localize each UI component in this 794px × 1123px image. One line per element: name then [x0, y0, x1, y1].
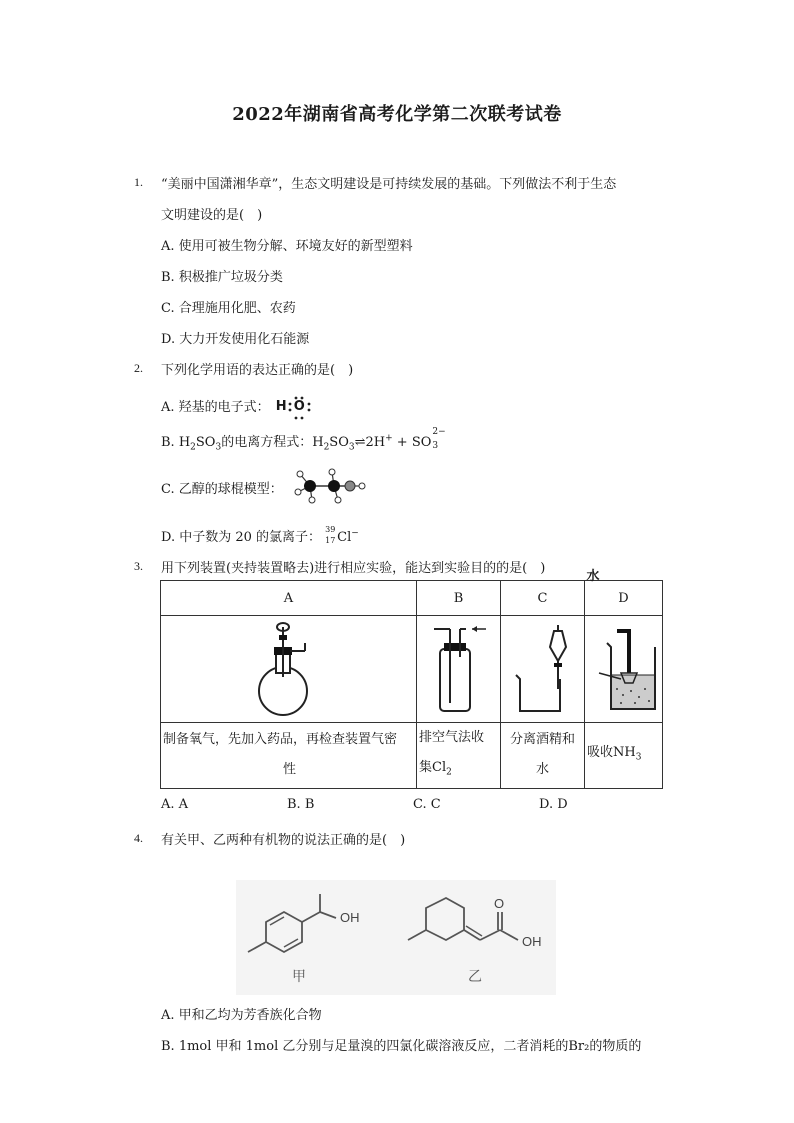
- question-3-choice-d: D. D: [539, 797, 568, 812]
- apparatus-c-cell: [501, 616, 585, 723]
- option-b-eq-h: H: [312, 435, 324, 450]
- isotope-symbol: Cl: [337, 530, 352, 545]
- label-yi: 乙: [468, 969, 482, 985]
- option-b-eq-so: SO: [329, 435, 349, 450]
- question-number-4: 4.: [134, 831, 143, 845]
- round-bottom-flask-funnel-icon: [255, 617, 375, 717]
- isotope-charge: −: [351, 528, 359, 539]
- question-number-3: 3.: [134, 559, 143, 573]
- apparatus-d-cell: [585, 569, 663, 723]
- question-4-option-a: A. 甲和乙均为芳香族化合物: [161, 1008, 322, 1023]
- apparatus-c-description: [501, 723, 585, 789]
- table-header-a: A: [161, 581, 417, 616]
- table-header-d: D: [585, 581, 663, 616]
- label-jia: 甲: [292, 969, 306, 985]
- hydroxyl-electron-formula: [274, 399, 320, 417]
- option-b-h: B. H: [161, 435, 191, 450]
- question-2-option-a: [161, 396, 320, 417]
- question-1-stem-line2: 文明建设的是( ): [161, 208, 263, 223]
- apparatus-d-description: 吸收$NH_3$: [585, 723, 663, 789]
- oh-label-jia: OH: [340, 910, 360, 925]
- question-2-option-d-text: D. 中子数为 20 的氯离子：: [161, 530, 322, 545]
- apparatus-b-cell: [417, 616, 501, 723]
- electron-formula-o: O: [293, 398, 305, 414]
- question-2-option-a-text: A. 羟基的电子式：: [161, 400, 270, 415]
- apparatus-d-desc: 吸收NH: [587, 745, 636, 760]
- organic-structures-icon: [236, 880, 556, 995]
- option-b-so: SO: [195, 435, 216, 450]
- question-3-choice-b: B. B: [287, 797, 315, 812]
- question-2-stem: 下列化学用语的表达正确的是( ): [161, 363, 354, 378]
- page-title: 2022年湖南省高考化学第二次联考试卷: [232, 104, 562, 125]
- apparatus-a-desc-line2: 性: [282, 762, 296, 778]
- isotope-atomic-number: 17: [325, 535, 336, 545]
- apparatus-c-desc-line1: 分离酒精和: [509, 732, 575, 748]
- apparatus-a-description: [161, 723, 417, 789]
- question-1-option-c: C. 合理施用化肥、农药: [161, 301, 296, 316]
- apparatus-b-desc-line2: 集Cl: [419, 760, 447, 775]
- question-1-stem-line1: “美丽中国潇湘华章”，生态文明建设是可持续发展的基础。下列做法不利于生态: [161, 177, 617, 192]
- question-2-option-c: [161, 478, 283, 497]
- question-number-2: 2.: [134, 361, 143, 375]
- apparatus-table: [160, 569, 663, 789]
- question-1-option-a: A. 使用可被生物分解、环境友好的新型塑料: [161, 239, 413, 254]
- question-2-option-c-text: C. 乙醇的球棍模型：: [161, 482, 283, 497]
- separatory-funnel-beaker-icon: [508, 617, 578, 717]
- apparatus-b-description: 排空气法收 集$Cl_2$: [417, 723, 501, 789]
- option-b-text: 的电离方程式：: [221, 435, 313, 450]
- question-2-option-b: B. $H_2SO_3$的电离方程式：$H_2SO_3\rightleftharpoons 2H^+$ + SO 2− 3: [161, 427, 446, 453]
- question-number-1: 1.: [134, 175, 143, 189]
- question-3-choice-a: A. A: [161, 797, 189, 812]
- question-3-stem: 用下列装置(夹持装置略去)进行相应实验，能达到实验目的的是( ): [161, 561, 546, 576]
- apparatus-c-desc-line2: 水: [535, 762, 549, 778]
- apparatus-a-desc-line1: 制备氧气，先加入药品，再检查装置气密: [163, 732, 398, 748]
- option-b-eq-ion: ⇌2H: [354, 435, 386, 450]
- question-3-choice-c: C. C: [413, 797, 441, 812]
- question-1-option-d: D. 大力开发使用化石能源: [161, 332, 310, 347]
- option-b-eq-so-ion: + SO: [392, 435, 432, 450]
- beaker-gas-absorption-icon: [587, 617, 661, 717]
- apparatus-b-desc-line1: 排空气法收: [419, 730, 485, 745]
- ethanol-ball-stick-model-icon: [288, 466, 368, 506]
- oh-label-yi: OH: [522, 934, 542, 949]
- question-4-stem: 有关甲、乙两种有机物的说法正确的是( ): [161, 833, 406, 848]
- isotope-mass-number: 39: [325, 524, 336, 534]
- question-1-option-b: B. 积极推广垃圾分类: [161, 270, 283, 285]
- table-header-c: C: [501, 581, 585, 616]
- question-4-option-b: B. 1mol 甲和 1mol 乙分别与足量溴的四氯化碳溶液反应，二者消耗的Br₂的物质的: [161, 1039, 642, 1054]
- water-label: 水: [586, 569, 600, 584]
- apparatus-a-cell: [161, 616, 417, 723]
- table-header-b: B: [417, 581, 501, 616]
- gas-collection-bottle-icon: [424, 617, 494, 717]
- electron-dots-icon: [274, 395, 320, 421]
- electron-formula-h: H: [275, 398, 287, 414]
- question-2-option-d: [161, 526, 359, 545]
- structures-image: [236, 880, 556, 995]
- o-label-yi: O: [494, 896, 505, 911]
